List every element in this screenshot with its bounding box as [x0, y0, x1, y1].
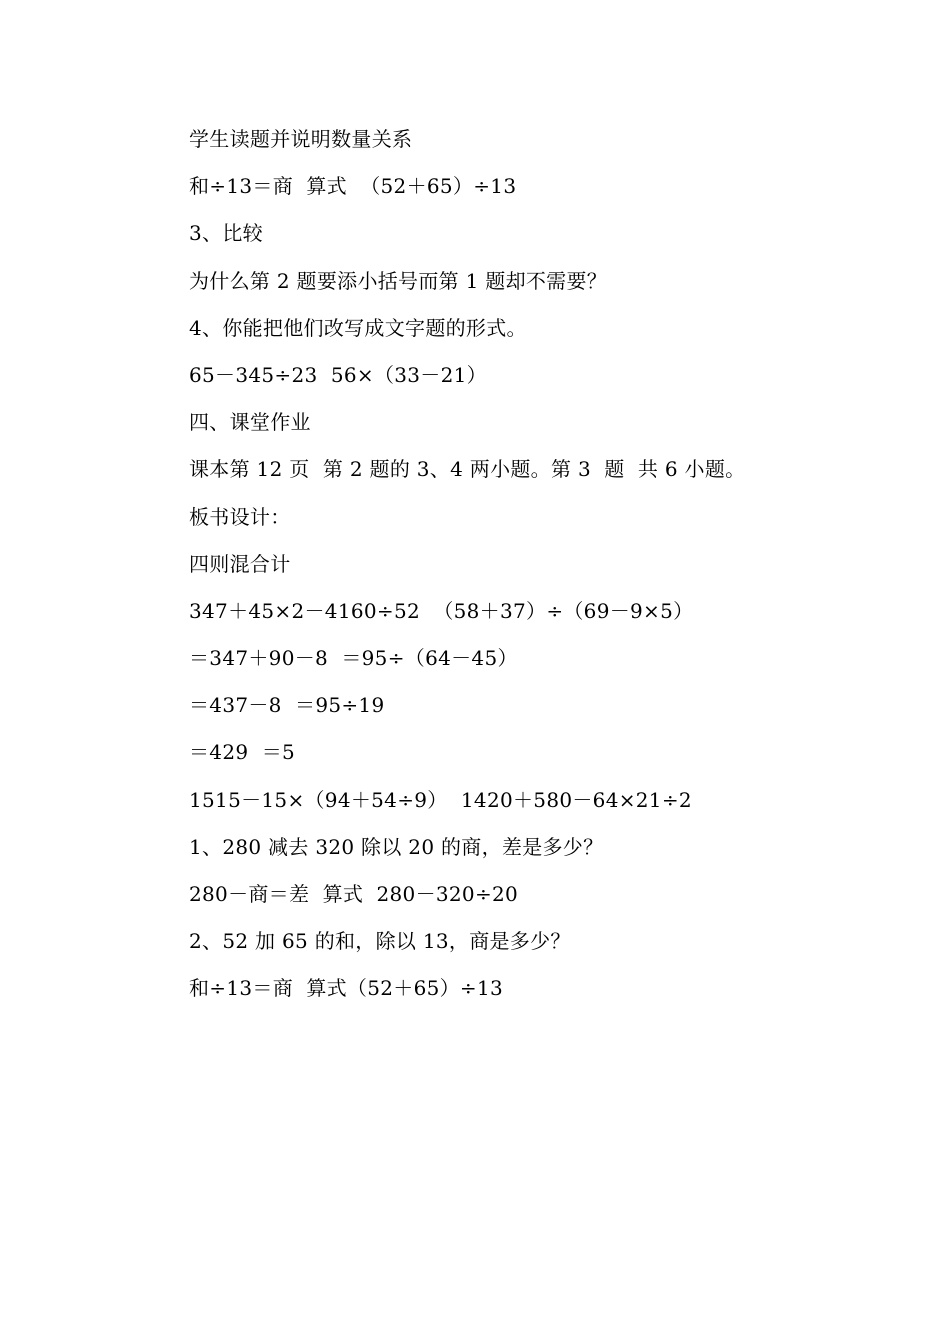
text-line-reading-instruction: 学生读题并说明数量关系 [189, 127, 413, 151]
text-line-calc-1: 347＋45×2－4160÷52 （58＋37）÷（69－9×5） [189, 598, 694, 623]
document-body [189, 116, 889, 1013]
text-line-expressions: 65－345÷23 56×（33－21） [189, 362, 487, 387]
text-line-calc-2: ＝347＋90－8 ＝95÷（64－45） [189, 646, 518, 671]
text-line-word-problem-1: 1、280 减去 320 除以 20 的商，差是多少？ [189, 834, 604, 859]
text-line-word-problem-2: 2、52 加 65 的和，除以 13，商是多少？ [189, 929, 571, 954]
text-line-calc-4: ＝429 ＝5 [189, 740, 296, 765]
text-line-board-title: 四则混合计 [189, 551, 291, 576]
text-line-calc-5: 1515－15×（94＋54÷9） 1420＋580－64×21÷2 [189, 787, 692, 812]
text-line-formula-quotient: 和÷13＝商 算式 （52＋65）÷13 [189, 174, 517, 199]
text-line-word-problem-1-formula: 280－商＝差 算式 280－320÷20 [189, 882, 519, 906]
text-line-question-parentheses: 为什么第 2 题要添小括号而第 1 题却不需要？ [189, 268, 608, 293]
text-line-board-design: 板书设计： [189, 504, 291, 529]
text-line-word-problem-2-formula: 和÷13＝商 算式（52＋65）÷13 [189, 976, 504, 1001]
text-line-calc-3: ＝437－8 ＝95÷19 [189, 693, 385, 718]
text-line-section-rewrite: 4、你能把他们改写成文字题的形式。 [189, 315, 527, 340]
text-line-homework-detail: 课本第 12 页 第 2 题的 3、4 两小题。第 3 题 共 6 小题。 [189, 457, 746, 482]
text-line-section-compare: 3、比较 [189, 221, 263, 246]
text-line-section-homework: 四、课堂作业 [189, 410, 311, 435]
